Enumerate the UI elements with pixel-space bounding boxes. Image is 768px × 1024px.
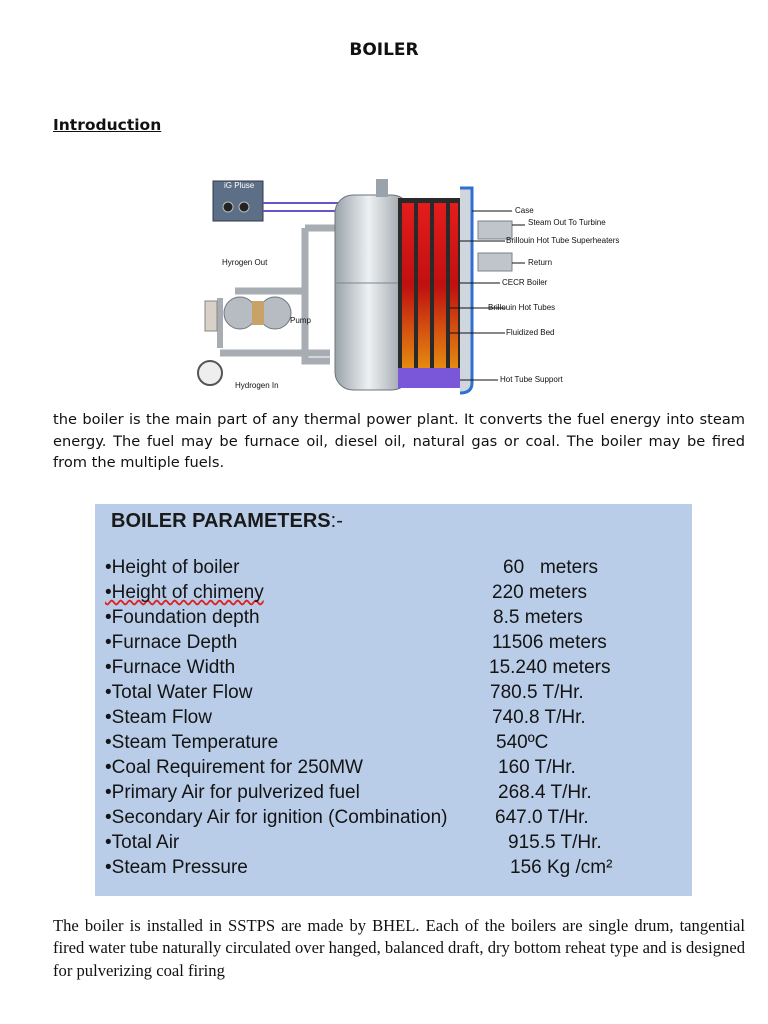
parameter-row <box>105 557 685 582</box>
parameter-value: 268.4 T/Hr. <box>498 782 592 803</box>
intro-paragraph: the boiler is the main part of any thermal power plant. It converts the fuel energy into steam energy. The fuel may be furnace oil, diesel oil, natural gas or coal. The boiler may be fired from the multiple fuels. <box>53 411 745 471</box>
parameter-row <box>105 832 685 857</box>
parameter-row <box>105 682 685 707</box>
boiler-parameters-panel <box>95 504 692 896</box>
parameter-value: 915.5 T/Hr. <box>508 832 602 853</box>
boiler-diagram-svg <box>180 173 620 399</box>
parameter-row <box>105 582 685 607</box>
label-hot-tube-support: Hot Tube Support <box>500 375 563 384</box>
parameter-value: 780.5 T/Hr. <box>490 682 584 703</box>
parameter-value: 540ºC <box>496 732 549 753</box>
label-hydrogen-out: Hyrogen Out <box>222 258 268 267</box>
label-return: Return <box>528 258 553 267</box>
label-cecr-boiler: CECR Boiler <box>502 278 548 287</box>
label-fluidized-bed: Fluidized Bed <box>506 328 555 337</box>
boiler-diagram <box>180 173 620 399</box>
parameter-label: •Height of chimeny <box>105 582 264 603</box>
parameters-title-suffix: :- <box>330 510 343 532</box>
tube-bank <box>398 198 460 388</box>
label-pump: Pump <box>290 316 311 325</box>
label-steam-out: Steam Out To Turbine <box>528 218 606 227</box>
parameter-row <box>105 757 685 782</box>
pump <box>198 297 291 385</box>
label-brillouin-hot-tubes: Brillouin Hot Tubes <box>488 303 556 312</box>
control-box <box>213 181 263 221</box>
parameter-row <box>105 732 685 757</box>
parameter-label: •Height of boiler <box>105 557 240 578</box>
parameter-label: •Steam Temperature <box>105 732 279 753</box>
parameters-title-text: BOILER PARAMETERS <box>111 510 331 532</box>
parameter-row <box>105 707 685 732</box>
parameter-row <box>105 632 685 657</box>
parameter-value: 156 Kg /cm² <box>510 857 613 878</box>
parameter-value: 740.8 T/Hr. <box>492 707 586 728</box>
control-box-label: iG Pluse <box>224 181 255 190</box>
parameter-row <box>105 657 685 682</box>
parameter-row <box>105 807 685 832</box>
label-case: Case <box>515 206 534 215</box>
parameter-value: 220 meters <box>492 582 588 603</box>
parameter-label: •Foundation depth <box>105 607 260 628</box>
parameter-row <box>105 857 685 882</box>
parameter-label: •Total Air <box>105 832 180 853</box>
parameter-label: •Coal Requirement for 250MW <box>105 757 363 778</box>
parameter-value: 8.5 meters <box>493 607 583 628</box>
parameter-value: 160 T/Hr. <box>498 757 576 778</box>
parameter-row <box>105 782 685 807</box>
parameter-label: •Total Water Flow <box>105 682 253 703</box>
parameter-label: •Steam Pressure <box>105 857 248 878</box>
parameter-label: •Primary Air for pulverized fuel <box>105 782 360 803</box>
parameter-value: 11506 meters <box>492 632 607 653</box>
page-title: BOILER <box>349 40 419 60</box>
parameter-label: •Secondary Air for ignition (Combination) <box>105 807 448 828</box>
label-hydrogen-in: Hydrogen In <box>235 381 279 390</box>
parameter-label: •Furnace Width <box>105 657 236 678</box>
parameter-label: •Steam Flow <box>105 707 212 728</box>
parameter-value: 647.0 T/Hr. <box>495 807 589 828</box>
parameters-title <box>111 510 343 533</box>
parameter-value: 15.240 meters <box>489 657 611 678</box>
parameter-value: 60 meters <box>503 557 599 578</box>
parameter-row <box>105 607 685 632</box>
section-heading: Introduction <box>53 116 162 134</box>
label-brillouin-superheaters: Brillouin Hot Tube Superheaters <box>506 236 620 245</box>
parameter-label: •Furnace Depth <box>105 632 238 653</box>
outro-paragraph: The boiler is installed in SSTPS are made by BHEL. Each of the boilers are single drum, tangential fired water tube naturally circulated over hanged, balanced draft, dry bottom reheat type and is designed for pulverizing coal firing <box>53 916 745 980</box>
